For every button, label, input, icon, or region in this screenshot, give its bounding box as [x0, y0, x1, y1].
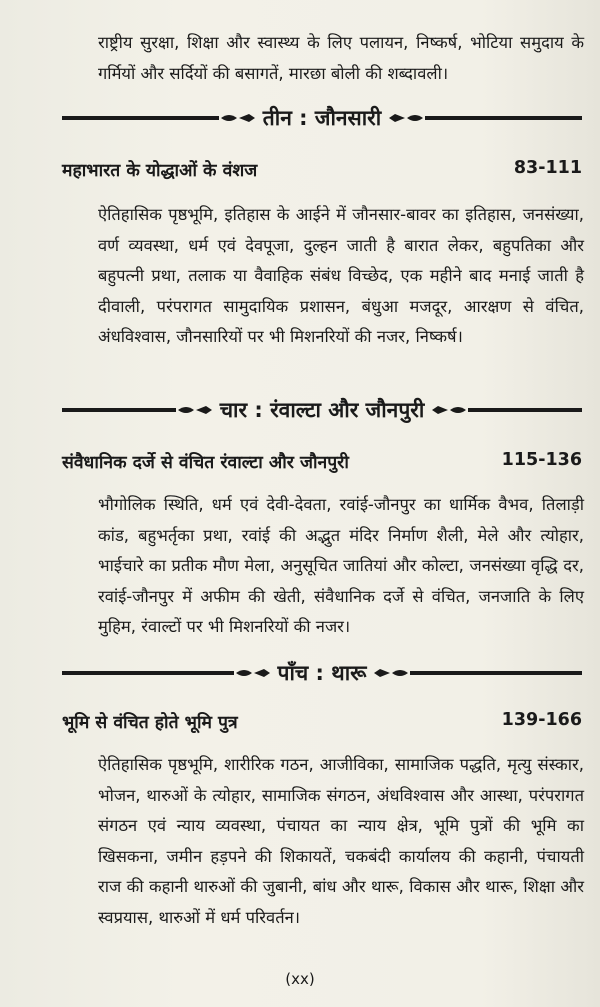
- divider-line-left: [62, 671, 234, 675]
- divider-line-right: [425, 116, 582, 120]
- chapter-title: भूमि से वंचित होते भूमि पुत्र: [62, 713, 238, 733]
- chapter-entry: [62, 450, 582, 474]
- chapter-title: महाभारत के योद्धाओं के वंशज: [62, 161, 258, 181]
- intro-paragraph: राष्ट्रीय सुरक्षा, शिक्षा और स्वास्थ्य के लिए पलायन, निष्कर्ष, भोटिया समुदाय के गर्मियों और सर्दियों की बसागतें, मारछा बोली की शब्दावली।: [98, 33, 584, 83]
- chapter-summary: भौगोलिक स्थिति, धर्म एवं देवी-देवता, रवांई-जौनपुर का धार्मिक वैभव, तिलाड़ी कांड, बहुभर्तृका प्रथा, रवांई की अद्भुत मंदिर निर्माण शैली, मेले और त्योहार, भाईचारे का प्रतीक मौण मेला, अनुसूचित जातियां और कोल्टा, जनसंख्या वृद्धि दर, रवांई-जौनपुर में अफीम की खेती, संवैधानिक दर्जे से वंचित, जनजाति के लिए मुहिम, रंवाल्टों पर भी मिशनरियों की नजर।: [98, 495, 584, 636]
- chapter-summary: ऐतिहासिक पृष्ठभूमि, इतिहास के आईने में जौनसार-बावर का इतिहास, जनसंख्या, वर्ण व्यवस्था, धर्म एवं देवपूजा, दुल्हन जाती है बारात लेकर, बहुपतिका और बहुपत्नी प्रथा, तलाक या वैवाहिक संबंध विच्छेद, एक महीने बाद मनाई जाती है दीवाली, परंपरागत सामुदायिक प्रशासन, बंधुआ मजदूर, आरक्षण से वंचित, अंधविश्वास, जौनसारियों पर भी मिशनरियों की नजर, निष्कर्ष।: [98, 205, 584, 346]
- section-divider-five: [62, 653, 582, 693]
- divider-line-left: [62, 116, 219, 120]
- ornament-left-icon: [219, 111, 257, 125]
- ornament-right-icon: [387, 111, 425, 125]
- divider-line-right: [410, 671, 582, 675]
- section-divider-three: [62, 98, 582, 138]
- section-title: पाँच : थारू: [277, 661, 367, 685]
- divider-line-left: [62, 408, 176, 412]
- chapter-pages: 83-111: [513, 158, 582, 178]
- ornament-right-icon: [430, 403, 468, 417]
- page-number: (xx): [285, 970, 315, 988]
- chapter-entry: [62, 710, 582, 734]
- chapter-entry: [62, 158, 582, 182]
- chapter-title: संवैधानिक दर्जे से वंचित रंवाल्टा और जौनपुरी: [62, 453, 349, 473]
- section-divider-four: [62, 390, 582, 430]
- section-title: तीन : जौनसारी: [262, 106, 382, 130]
- divider-line-right: [468, 408, 582, 412]
- chapter-pages: 139-166: [501, 710, 582, 730]
- chapter-pages: 115-136: [501, 450, 582, 470]
- chapter-summary: ऐतिहासिक पृष्ठभूमि, शारीरिक गठन, आजीविका, सामाजिक पद्धति, मृत्यु संस्कार, भोजन, थारुओं के त्योहार, सामाजिक संगठन, अंधविश्वास और आस्था, परंपरागत संगठन एवं न्याय व्यवस्था, पंचायत का न्याय क्षेत्र, भूमि पुत्रों की भूमि का खिसकना, जमीन हड़पने की शिकायतें, चकबंदी कार्यालय की कहानी, पंचायती राज की कहानी थारुओं की जुबानी, बांध और थारू, विकास और थारू, शिक्षा और स्वप्रयास, थारुओं में धर्म परिवर्तन।: [98, 755, 584, 927]
- ornament-left-icon: [176, 403, 214, 417]
- section-title: चार : रंवाल्टा और जौनपुरी: [219, 398, 425, 422]
- ornament-left-icon: [234, 666, 272, 680]
- ornament-right-icon: [372, 666, 410, 680]
